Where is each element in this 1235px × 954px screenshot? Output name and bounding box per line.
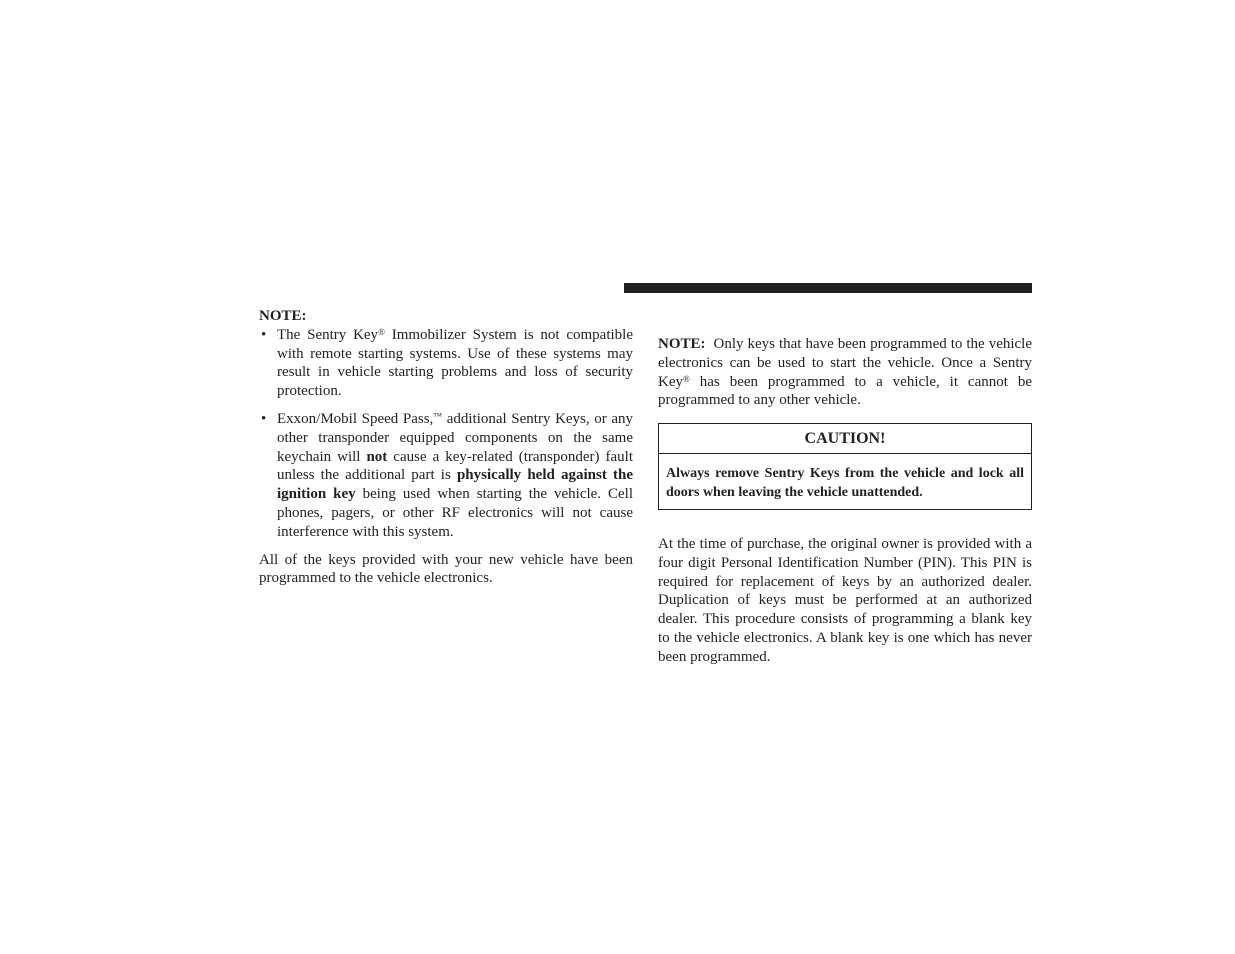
pin-paragraph: At the time of purchase, the original owner is provided with a four digit Personal Identification Number (PIN). This PIN is required for replacement of keys by an authorized dealer. Duplication of keys must be performed at an authorized dealer. This procedure consists of programming a blank key to the vehicle electronics. A blank key is one which has never been programmed. (658, 536, 1032, 665)
bullet-text: being used when starting the vehicle. Cell phones, pagers, or other RF electronics will not cause interference with this system. (277, 486, 633, 540)
bold-emphasis: physically held against the ignition key (277, 467, 633, 503)
right-column-note (658, 335, 1036, 410)
bullet-item-remote-start (259, 326, 633, 401)
right-column-pin (658, 535, 1032, 667)
bold-emphasis: not (366, 448, 388, 465)
bullet-item-speed-pass (259, 410, 633, 542)
note-text: Only keys that have been programmed to the vehicle electronics can be used to start the vehicle. Once a Sentry Key (658, 336, 1036, 390)
caution-box (658, 423, 1032, 510)
note-text: has been programmed to a vehicle, it cannot be programmed to any other vehicle. (658, 373, 1032, 409)
note-bullet-list (259, 326, 633, 542)
bullet-dot-icon: • (261, 326, 267, 343)
caution-title: CAUTION! (659, 424, 1031, 454)
bullet-text: Immobilizer System is not compatible with remote starting systems. Use of these systems may result in vehicle starting problems and loss of security protection. (277, 326, 633, 400)
registered-mark: ® (378, 326, 385, 337)
bullet-text: Exxon/Mobil Speed Pass, (277, 410, 434, 427)
keys-programmed-paragraph: All of the keys provided with your new vehicle have been programmed to the vehicle electronics. (259, 551, 633, 587)
registered-mark: ® (683, 373, 690, 384)
left-column (259, 307, 633, 588)
programming-note-paragraph (658, 335, 1036, 410)
bullet-text: cause a key-related (transponder) fault unless the additional part is (277, 448, 633, 484)
bullet-text: The Sentry Key (277, 326, 379, 343)
note-label: NOTE: (658, 336, 706, 352)
note-heading: NOTE: (259, 308, 307, 324)
trademark-mark: ™ (433, 410, 443, 421)
caution-body: Always remove Sentry Keys from the vehicle and lock all doors when leaving the vehicle unattended. (666, 466, 1024, 500)
section-header-bar (624, 283, 1032, 293)
bullet-dot-icon: • (261, 410, 267, 427)
bullet-text: additional Sentry Keys, or any other transponder equipped components on the same keychain will (277, 410, 633, 465)
